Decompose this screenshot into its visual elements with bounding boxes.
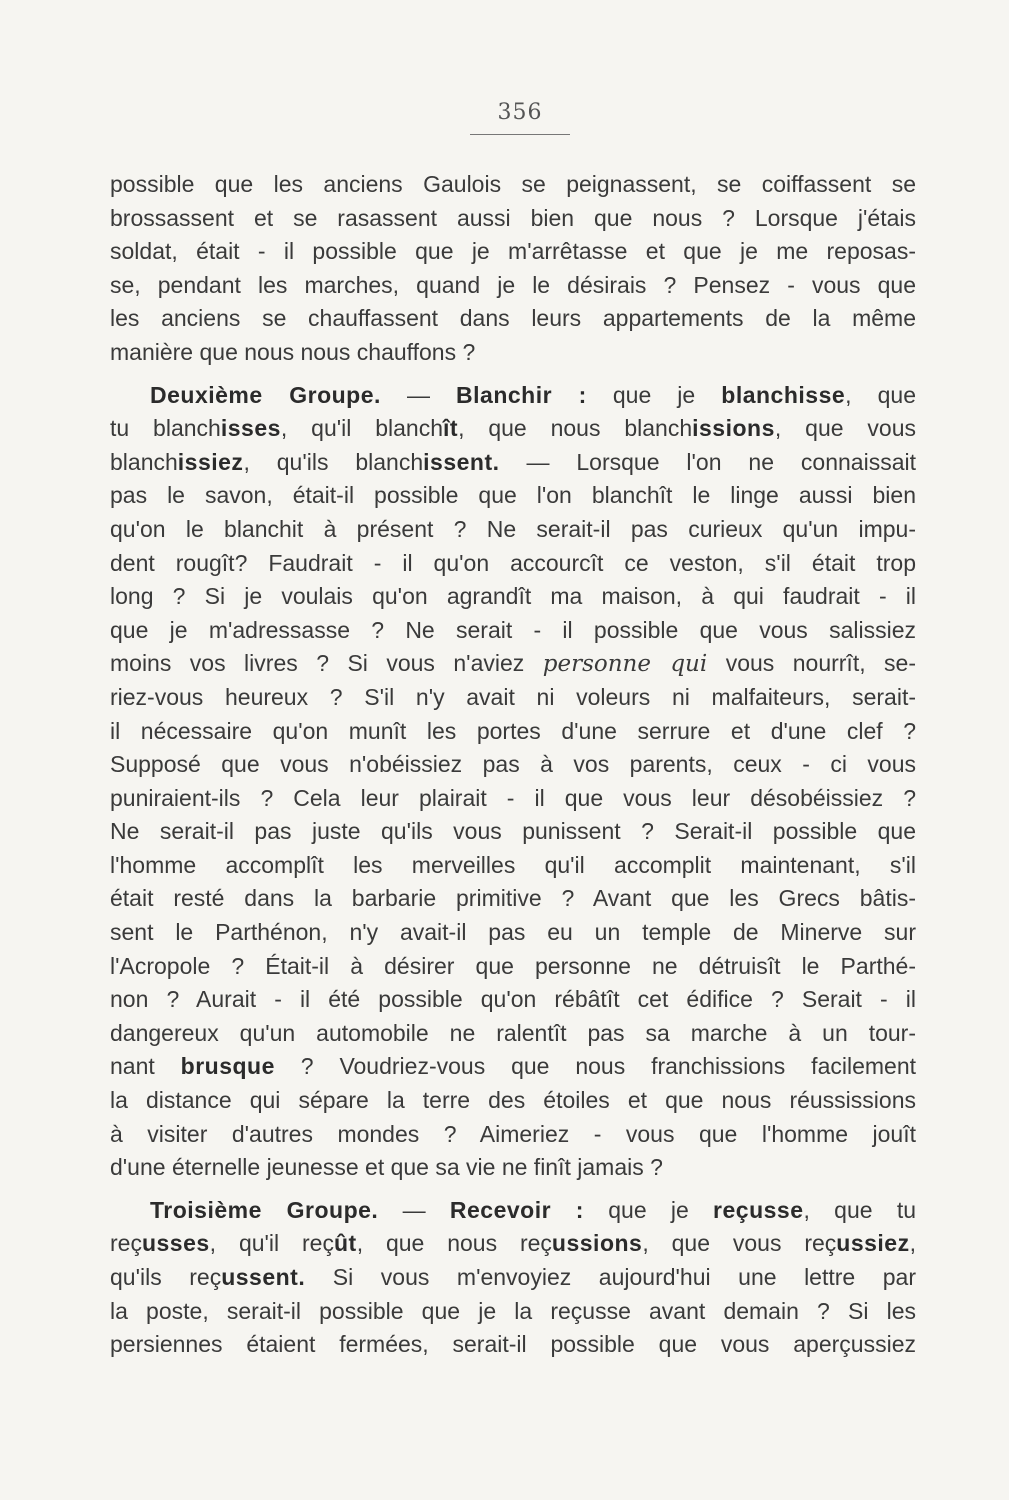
text-run: , que vous reç <box>642 1230 837 1257</box>
verb-ending: ussent. <box>221 1264 306 1290</box>
text-line: dent rougît? Faudrait - il qu'on accourcît ce veston, s'il était trop <box>110 549 916 576</box>
verb-ending: issions <box>692 415 775 442</box>
text-run: , que tu <box>803 1196 916 1223</box>
text-line: Supposé que vous n'obéissiez pas à vos parents, ceux - ci vous <box>110 751 916 778</box>
text-run: blanch <box>110 448 178 475</box>
text-run: , <box>909 1230 916 1257</box>
text-run: que je <box>583 1196 714 1223</box>
text-line: Ne serait-il pas juste qu'ils vous punissent ? Serait-il possible que <box>110 818 916 845</box>
verb-ending: ût <box>333 1230 357 1257</box>
verb-ending: usses <box>141 1230 210 1257</box>
text-run: , qu'ils blanch <box>243 448 424 475</box>
text-line: qu'on le blanchit à présent ? Ne serait-il pas curieux qu'un impu- <box>110 515 916 542</box>
text-run: , qu'il blanch <box>280 415 444 442</box>
text-line: soldat, était - il possible que je m'arrêtasse et que je me reposas- <box>110 238 916 265</box>
verb-form: blanchisse <box>721 381 846 408</box>
text-line: pas le savon, était-il possible que l'on blanchît le linge aussi bien <box>110 482 916 509</box>
verb-heading: Blanchir : <box>456 381 587 408</box>
section-heading: Deuxième Groupe. <box>150 381 381 408</box>
verb-ending: issiez <box>177 448 244 475</box>
text-line: il nécessaire qu'on munît les portes d'une serrure et d'une clef ? <box>110 717 916 744</box>
em-dash: — <box>378 1196 450 1223</box>
text-run: moins vos livres ? Si vous n'aviez <box>110 650 543 677</box>
verb-heading: Recevoir : <box>449 1196 584 1223</box>
section-heading: Troisième Groupe. <box>150 1196 379 1223</box>
text-line: l'homme accomplît les merveilles qu'il accomplit maintenant, s'il <box>110 851 916 878</box>
text-line <box>110 647 916 681</box>
text-run: vous nourrît, se- <box>707 650 917 677</box>
text-line: à visiter d'autres mondes ? Aimeriez - vous que l'homme jouît <box>110 1120 916 1147</box>
text-line: la distance qui sépare la terre des étoiles et que nous réussissions <box>110 1087 916 1114</box>
text-run: que je <box>586 381 722 408</box>
text-line: d'une éternelle jeunesse et que sa vie ne finît jamais ? <box>110 1154 663 1181</box>
text-line: long ? Si je voulais qu'on agrandît ma maison, à qui faudrait - il <box>110 583 916 610</box>
verb-ending: ît <box>443 415 459 442</box>
text-line: riez-vous heureux ? S'il n'y avait ni voleurs ni malfaiteurs, serait- <box>110 683 916 710</box>
verb-ending: ussions <box>551 1230 643 1257</box>
text-line: se, pendant les marches, quand je le désirais ? Pensez - vous que <box>110 271 916 298</box>
em-dash: — <box>380 381 457 408</box>
page-number-rule <box>470 134 570 135</box>
text-line <box>110 1261 916 1295</box>
verb-form: reçusse <box>713 1196 804 1223</box>
text-run: nant <box>110 1053 181 1080</box>
text-run: tu blanch <box>110 415 221 442</box>
page-number: 356 <box>497 100 543 125</box>
text-line <box>110 1050 916 1084</box>
text-line: la poste, serait-il possible que je la reçusse avant demain ? Si les <box>110 1297 916 1324</box>
text-line: était resté dans la barbarie primitive ? Avant que les Grecs bâtis- <box>110 885 916 912</box>
bold-word: brusque <box>180 1053 275 1080</box>
verb-ending: isses <box>220 415 281 442</box>
text-line: que je m'adressasse ? Ne serait - il possible que vous salissiez <box>110 616 916 643</box>
text-run: — Lorsque l'on ne connaissait <box>499 448 917 475</box>
text-run: , que nous blanch <box>458 415 693 442</box>
text-line: manière que nous nous chauffons ? <box>110 338 476 365</box>
text-run: reç <box>110 1230 142 1257</box>
text-line: l'Acropole ? Était-il à désirer que personne ne détruisît le Parthé- <box>110 952 916 979</box>
text-line: possible que les anciens Gaulois se peignassent, se coiffassent se <box>110 171 916 197</box>
verb-ending: ussiez <box>836 1230 910 1257</box>
section-heading-line <box>110 1194 916 1228</box>
text-line: persiennes étaient fermées, serait-il possible que vous aperçussiez <box>110 1331 916 1358</box>
text-run: ? Voudriez-vous que nous franchissions facilement <box>274 1053 917 1080</box>
text-run: , que <box>845 381 917 408</box>
text-line: puniraient-ils ? Cela leur plairait - il que vous leur désobéissiez ? <box>110 784 916 811</box>
text-line <box>110 1227 916 1261</box>
text-line: sent le Parthénon, n'y avait-il pas eu un temple de Minerve sur <box>110 919 916 946</box>
text-line <box>110 446 916 480</box>
text-line: brossassent et se rasassent aussi bien que nous ? Lorsque j'étais <box>110 204 916 231</box>
text-run: , que nous reç <box>356 1230 552 1257</box>
text-line <box>110 412 916 446</box>
verb-ending: issent. <box>423 448 500 475</box>
body-text <box>110 168 916 1362</box>
text-run: Si vous m'envoyiez aujourd'hui une lettre par <box>305 1264 916 1290</box>
section-heading-line <box>110 379 916 413</box>
text-line: non ? Aurait - il été possible qu'on rébâtît cet édifice ? Serait - il <box>110 986 916 1013</box>
text-run: , qu'il reç <box>209 1230 334 1257</box>
text-line: les anciens se chauffassent dans leurs appartements de la même <box>110 305 916 332</box>
text-run: , que vous <box>774 415 916 442</box>
italic-phrase: personne qui <box>542 651 708 678</box>
text-line: dangereux qu'un automobile ne ralentît pas sa marche à un tour- <box>110 1019 916 1046</box>
text-run: qu'ils reç <box>110 1264 222 1290</box>
